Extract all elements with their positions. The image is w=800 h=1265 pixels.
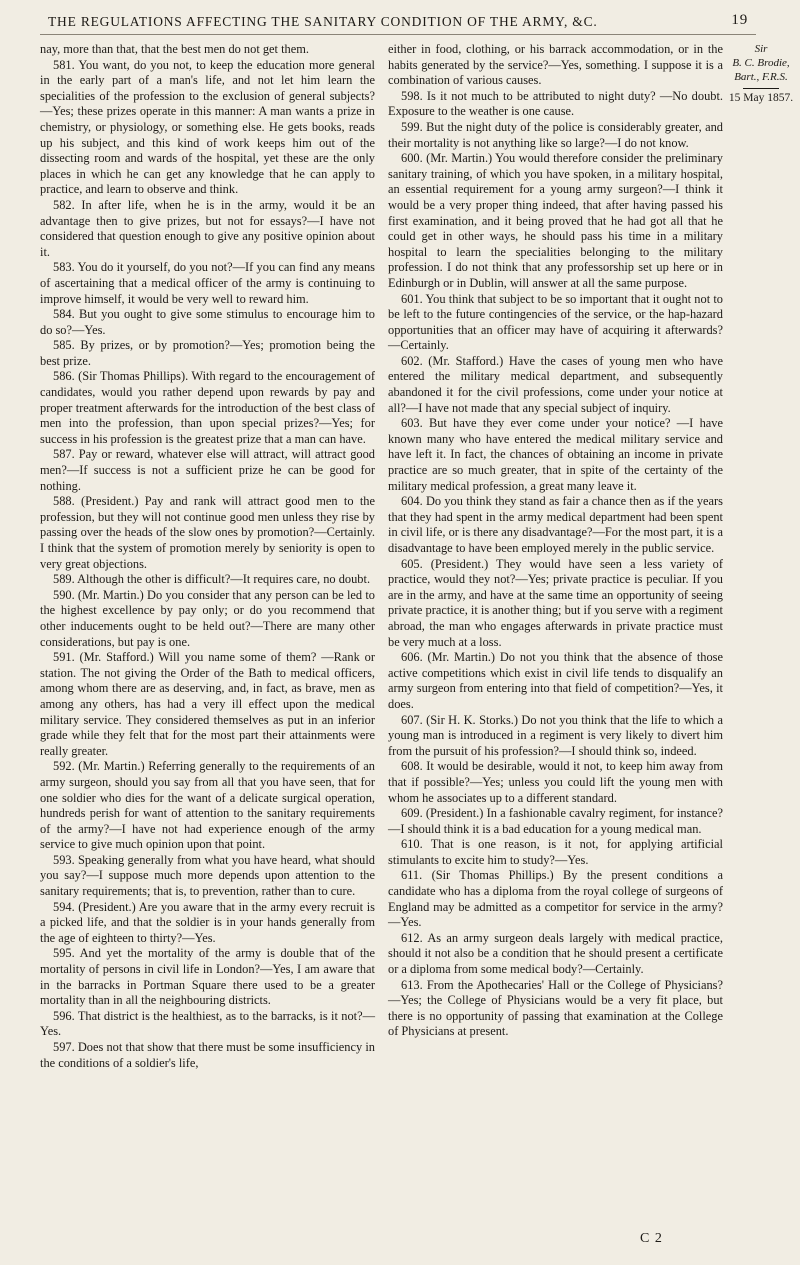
- paragraph: 610. That is one reason, is it not, for applying artificial stimulants to excite him to study?—Yes.: [388, 837, 723, 867]
- paragraph: 584. But you ought to give some stimulus to encourage him to do so?—Yes.: [40, 307, 375, 337]
- signature-mark: C 2: [640, 1231, 663, 1246]
- witness-line-3: Bart., F.R.S.: [734, 71, 788, 83]
- paragraph: 582. In after life, when he is in the army, would it be an advantage then to give prizes, but not for essays?—I have not considered that question enough to give any positive opinion about it.: [40, 197, 375, 259]
- paragraph: 599. But the night duty of the police is considerably greater, and their mortality is not anything like so large?—I do not know.: [388, 119, 723, 150]
- paragraph: 596. That district is the healthiest, as to the barracks, is it not?—Yes.: [40, 1008, 375, 1039]
- paragraph: 585. By prizes, or by promotion?—Yes; promotion being the best prize.: [40, 338, 375, 368]
- paragraph: 589. Although the other is difficult?—It requires care, no doubt.: [53, 572, 371, 587]
- right-column: [388, 42, 723, 1040]
- running-header: [40, 8, 756, 35]
- paragraph: 583. You do it yourself, do you not?—If you can find any means of ascertaining that a medical officer of the army is continuing to improve himself, it would be very well to reward him.: [40, 260, 375, 306]
- paragraph: 611. (Sir Thomas Phillips.) By the present conditions a candidate who has a diploma from the royal college of surgeons of England may be admitted as a competitor for service in the army?—Yes.: [388, 868, 723, 930]
- paragraph: 604. Do you think they stand as fair a chance then as if the years that they had spent in the army medical department had been spent in civil life, or is there any disadvantage?—For the most part, it is a disadvantage to have been employed merely in the public service.: [388, 494, 723, 555]
- paragraph: 602. (Mr. Stafford.) Have the cases of young men who have entered the military medical department, and subsequently abandoned it for the civil professions, come under your notice at all?—I have not made that any special subject of inquiry.: [388, 353, 723, 415]
- paragraph: 594. (President.) Are you aware that in the army every recruit is a picked life, and that the soldier is in your hands generally from the age of eighteen to thirty?—Yes.: [40, 899, 375, 945]
- margin-note: [728, 42, 794, 105]
- paragraph: 587. Pay or reward, whatever else will attract, will attract good men?—If success is not a sufficient prize he can be good for nothing.: [40, 447, 375, 493]
- paragraph: 597. Does not that show that there must be some insufficiency in the conditions of a soldier's life,: [40, 1040, 375, 1070]
- paragraph: 593. Speaking generally from what you have heard, what should you say?—I suppose much more depends upon attention to the sanitary requirements; that is, to prevention, rather than to cure.: [40, 852, 375, 899]
- paragraph: 606. (Mr. Martin.) Do not you think that the absence of those active competitions which exist in civil life tends to disqualify an army surgeon from entering into that field of competition?—Yes, it does.: [388, 650, 723, 711]
- paragraph: 595. And yet the mortality of the army is double that of the mortality of persons in civil life in London?—Yes, I am aware that in the barracks in Portman Square there used to be a greater mortality than in all the neighbouring districts.: [40, 946, 375, 1008]
- margin-date: 15 May 1857.: [728, 92, 794, 104]
- paragraph: 592. (Mr. Martin.) Referring generally to the requirements of an army surgeon, should you say from all that you have seen, that for one soldier who dies for the want of a delicate surgical operation, hundreds perish for want of attention to the sanitary requirements of the army?—I have not had experience enough of the army service to give much opinion upon that point.: [40, 759, 375, 852]
- paragraph: 608. It would be desirable, would it not, to keep him away from that if possible?—Yes; unless you could lift the young men with whom he associates up to a different standard.: [388, 759, 723, 805]
- paragraph: 609. (President.) In a fashionable cavalry regiment, for instance?—I should think it is a bad education for a young medical man.: [388, 806, 723, 836]
- paragraph: 613. From the Apothecaries' Hall or the College of Physicians?—Yes; the College of Physicians would be a very fit place, but there is no opportunity of passing that examination at the College of Physicians at present.: [388, 977, 723, 1039]
- paragraph: 612. As an army surgeon deals largely with medical practice, should it not also be a condition that he should present a certificate or a diploma from some medical body?—Certainly.: [388, 930, 723, 977]
- paragraph: 601. You think that subject to be so important that it ought not to be left to the future contingencies of the service, or the hap-hazard opportunities that an officer may have of acquiring it afterwards?—Certainly.: [388, 291, 723, 353]
- paragraph: 586. (Sir Thomas Phillips). With regard to the encouragement of candidates, would you rather depend upon rewards by pay and proper treatment afterwards for the introduction of the best class of men into the profession, than upon special prizes?—Yes; for success in his profession is the greatest prize that a man can have.: [40, 369, 375, 446]
- paragraph: 581. You want, do you not, to keep the education more general in the early part of a man's life, and not let him learn the specialities of the profession to the exclusion of general subjects?—Yes; these prizes operate in this manner: A man wants a prize in chemistry, or physiology, or something else. He gets books, reads up his subject, and this kind of work keeps him out of the dissecting room and wards of the hospital, yet these are the only places in which he can get any knowledge that he can apply to practice, and learn to observe and think.: [40, 57, 375, 197]
- paragraph: 588. (President.) Pay and rank will attract good men to the profession, but they will not continue good men unless they rise by passing over the heads of the slow ones by promotion?—Certainly. I think that the system of promotion merely by seniority is open to very great objections.: [40, 494, 375, 571]
- header-title: THE REGULATIONS AFFECTING THE SANITARY CONDITION OF THE ARMY, &C.: [48, 14, 598, 29]
- paragraph: 605. (President.) They would have seen a less variety of practice, would they not?—Yes; private practice is peculiar. If you are in the army, and have at the same time an opportunity of seeing private practice, it is another thing; but if you serve with a regiment abroad, the man who engages afterwards in private practice must be very much at a loss.: [388, 556, 723, 649]
- left-column: [40, 42, 375, 1071]
- paragraph: 607. (Sir H. K. Storks.) Do not you think that the life to which a young man is introduced in a regiment is very likely to divert him from the pursuit of his profession?—I should think so, indeed.: [388, 712, 723, 758]
- paragraph: 598. Is it not much to be attributed to night duty? —No doubt. Exposure to the weather is one cause.: [388, 88, 723, 119]
- paragraph: 600. (Mr. Martin.) You would therefore consider the preliminary sanitary training, of which you have spoken, in a military hospital, an essential requirement for a young army surgeon?—I think it would be a very proper thing indeed, that after having passed his first examination, and it being proved that he had got all that he could get in other ways, he should pass his time in a military hospital to learn the specialities belonging to the military profession. I do not think that any professorship set up here or in Edinburgh or in Dublin, will answer at all the same purpose.: [388, 151, 723, 290]
- paragraph: 591. (Mr. Stafford.) Will you name some of them? —Rank or station. The not giving the Order of the Bath to medical officers, among whom there are as deserving, and, in fact, as brave, men as among any others, has had a very ill effect upon the medical military service. They considered themselves as put in an inferior grade while they felt that for the most part their attainments were really greater.: [40, 650, 375, 758]
- witness-line-2: B. C. Brodie,: [732, 57, 790, 69]
- witness-line-1: Sir: [754, 43, 768, 55]
- page-number: 19: [731, 12, 748, 28]
- paragraph: nay, more than that, that the best men do not get them.: [40, 42, 309, 56]
- paragraph: 603. But have they ever come under your notice? —I have known many who have entered the medical military service and have left it. In fact, the chances of obtaining an income in private practice are so much greater, that in spite of the certainty of the military medical profession, a great many leave it.: [388, 416, 723, 493]
- margin-rule: [743, 88, 779, 89]
- paragraph: 590. (Mr. Martin.) Do you consider that any person can be led to the highest excellence by pay only; or do you recommend that other inducements ought to be held out?—There are many other considerations, but pay is one.: [40, 587, 375, 649]
- paragraph: either in food, clothing, or his barrack accommodation, or in the habits generated by the service?—Yes, something. I suppose it is a combination of various causes.: [388, 42, 723, 88]
